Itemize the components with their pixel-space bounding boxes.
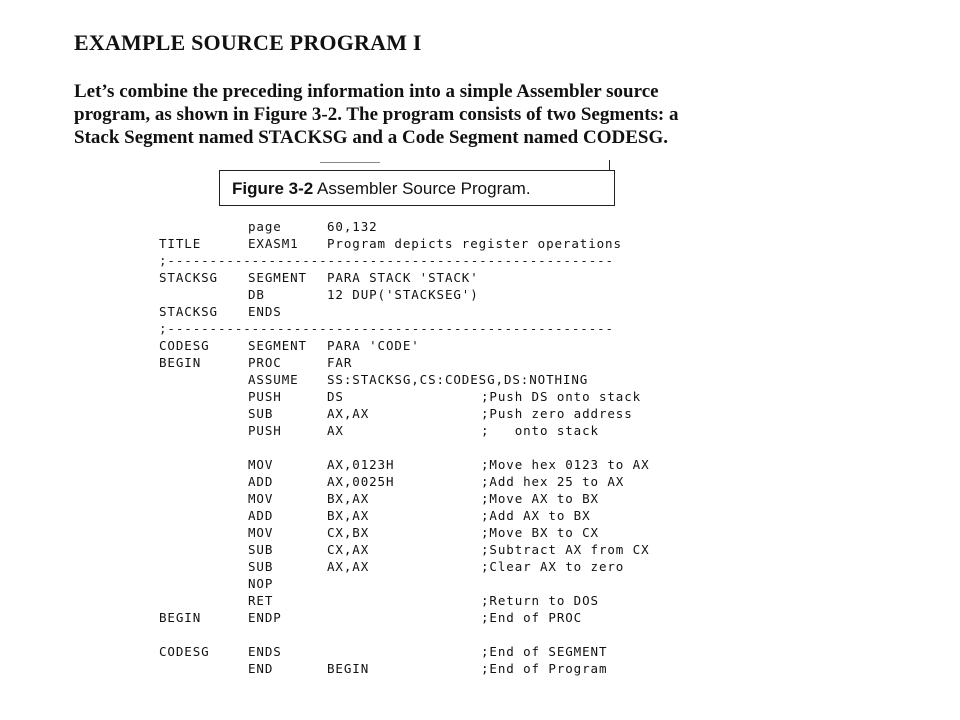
code-line — [159, 422, 699, 439]
code-label: BEGIN — [159, 610, 202, 625]
code-label: TITLE — [159, 236, 202, 251]
code-line — [159, 473, 699, 490]
code-opcode: RET — [248, 593, 274, 608]
code-operands: DS — [327, 389, 344, 404]
code-opcode: ASSUME — [248, 372, 299, 387]
code-operands: AX — [327, 423, 344, 438]
code-line — [159, 218, 699, 235]
code-line — [159, 286, 699, 303]
code-operands: PARA 'CODE' — [327, 338, 420, 353]
code-opcode: PROC — [248, 355, 282, 370]
code-line — [159, 575, 699, 592]
code-label: CODESG — [159, 338, 210, 353]
code-line — [159, 303, 699, 320]
code-blank-line — [159, 439, 699, 456]
code-comment: ; onto stack — [481, 423, 599, 438]
code-line — [159, 660, 699, 677]
code-operands: AX,AX — [327, 559, 370, 574]
code-line — [159, 337, 699, 354]
code-label: BEGIN — [159, 355, 202, 370]
intro-paragraph — [74, 80, 794, 149]
code-operands: CX,AX — [327, 542, 370, 557]
code-separator-line — [159, 320, 699, 337]
code-comment: ;End of PROC — [481, 610, 583, 625]
code-opcode: SUB — [248, 559, 274, 574]
code-operands: SS:STACKSG,CS:CODESG,DS:NOTHING — [327, 372, 589, 387]
code-line — [159, 490, 699, 507]
code-opcode: NOP — [248, 576, 274, 591]
code-line — [159, 405, 699, 422]
code-separator-line — [159, 252, 699, 269]
code-operands: Program depicts register operations — [327, 236, 622, 251]
code-line — [159, 388, 699, 405]
code-opcode: ENDP — [248, 610, 282, 625]
code-line — [159, 456, 699, 473]
code-operands: PARA STACK 'STACK' — [327, 270, 479, 285]
code-opcode: page — [248, 219, 282, 234]
code-line — [159, 558, 699, 575]
code-comment: ;Add hex 25 to AX — [481, 474, 625, 489]
caption-corner-mark — [609, 160, 611, 171]
code-comment: ;Subtract AX from CX — [481, 542, 650, 557]
figure-number: Figure 3-2 — [232, 179, 314, 198]
code-opcode: SEGMENT — [248, 270, 307, 285]
code-opcode: PUSH — [248, 389, 282, 404]
section-heading: EXAMPLE SOURCE PROGRAM I — [74, 30, 422, 55]
code-line — [159, 541, 699, 558]
code-listing — [159, 218, 699, 677]
code-comment: ;Clear AX to zero — [481, 559, 625, 574]
code-comment: ;Move AX to BX — [481, 491, 599, 506]
code-opcode: EXASM1 — [248, 236, 299, 251]
code-line — [159, 609, 699, 626]
code-line — [159, 235, 699, 252]
code-operands: CX,BX — [327, 525, 370, 540]
code-label: STACKSG — [159, 304, 218, 319]
code-opcode: ENDS — [248, 644, 282, 659]
code-comment: ;End of SEGMENT — [481, 644, 608, 659]
code-line — [159, 592, 699, 609]
code-line — [159, 643, 699, 660]
code-operands: BEGIN — [327, 661, 370, 676]
code-opcode: DB — [248, 287, 265, 302]
code-operands: FAR — [327, 355, 353, 370]
code-opcode: PUSH — [248, 423, 282, 438]
code-opcode: SUB — [248, 406, 274, 421]
code-line — [159, 524, 699, 541]
code-comment: ;Return to DOS — [481, 593, 599, 608]
code-operands: BX,AX — [327, 491, 370, 506]
code-opcode: MOV — [248, 457, 274, 472]
code-comment: ;End of Program — [481, 661, 608, 676]
code-operands: 60,132 — [327, 219, 378, 234]
code-comment: ;Move BX to CX — [481, 525, 599, 540]
code-comment: ;Push zero address — [481, 406, 633, 421]
code-operands: AX,0025H — [327, 474, 395, 489]
code-label: STACKSG — [159, 270, 218, 285]
code-opcode: ADD — [248, 474, 274, 489]
figure-title: Assembler Source Program. — [317, 179, 531, 198]
code-opcode: ENDS — [248, 304, 282, 319]
intro-line: Let’s combine the preceding information into a simple Assembler source — [74, 81, 659, 102]
code-comment: ;Add AX to BX — [481, 508, 591, 523]
code-operands: BX,AX — [327, 508, 370, 523]
code-line — [159, 371, 699, 388]
intro-line: program, as shown in Figure 3-2. The program consists of two Segments: a — [74, 104, 679, 125]
code-operands: 12 DUP('STACKSEG') — [327, 287, 479, 302]
separator-comment: ;----------------------------------------------------- — [159, 253, 614, 268]
code-comment: ;Move hex 0123 to AX — [481, 457, 650, 472]
code-opcode: SEGMENT — [248, 338, 307, 353]
code-opcode: END — [248, 661, 274, 676]
code-label: CODESG — [159, 644, 210, 659]
code-opcode: ADD — [248, 508, 274, 523]
caption-rule — [320, 162, 380, 163]
code-opcode: MOV — [248, 491, 274, 506]
figure-caption — [219, 170, 615, 206]
code-line — [159, 269, 699, 286]
code-operands: AX,AX — [327, 406, 370, 421]
code-opcode: MOV — [248, 525, 274, 540]
intro-line: Stack Segment named STACKSG and a Code Segment named CODESG. — [74, 127, 668, 148]
separator-comment: ;----------------------------------------------------- — [159, 321, 614, 336]
code-comment: ;Push DS onto stack — [481, 389, 642, 404]
code-operands: AX,0123H — [327, 457, 395, 472]
code-blank-line — [159, 626, 699, 643]
code-opcode: SUB — [248, 542, 274, 557]
code-line — [159, 507, 699, 524]
code-line — [159, 354, 699, 371]
